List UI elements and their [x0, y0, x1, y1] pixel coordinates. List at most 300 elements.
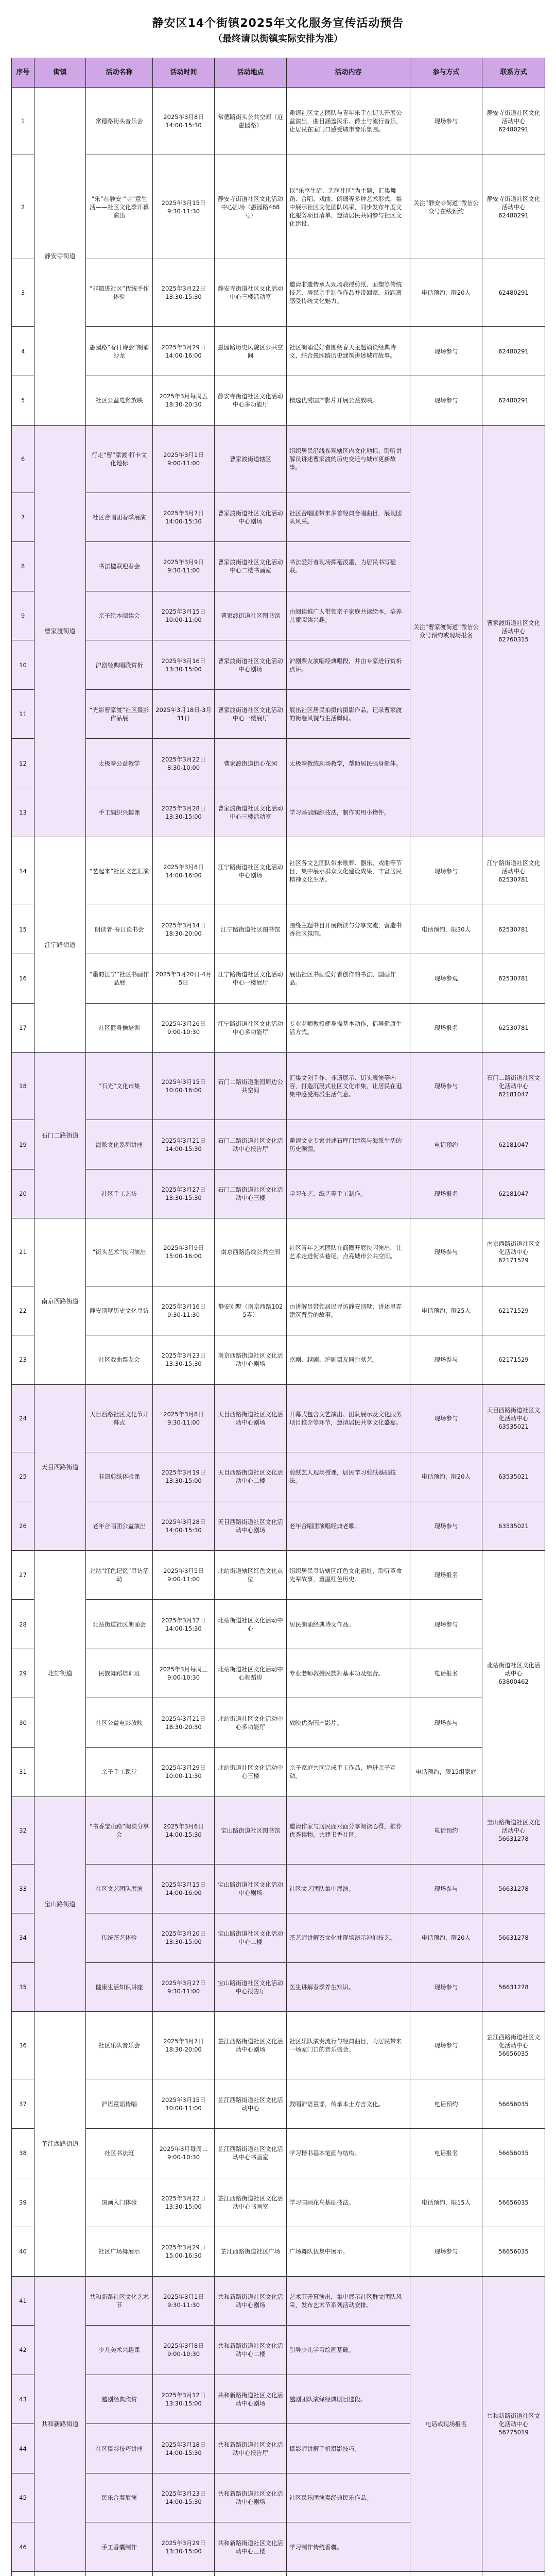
activity-name: 社区手工艺坊 [86, 1169, 153, 1218]
activity-place: 石门二路街道社区文化活动中心报告厅 [215, 1120, 287, 1170]
contact-info: 北站街道社区文化活动中心 63800462 [482, 1550, 545, 1797]
activity-place: 北站街道社区文化活动中心 [215, 1600, 287, 1649]
header-row [12, 58, 545, 88]
table-row [12, 88, 545, 155]
activity-place: 曹家渡街道辖区 [215, 425, 287, 493]
row-number: 21 [12, 1218, 34, 1286]
activity-name: 老年合唱团公益演出 [86, 1501, 153, 1551]
activity-content: 展出社区书画爱好者创作的书法、国画作品。 [287, 954, 410, 1004]
table-row [12, 1962, 545, 2012]
signup-method: 电话预约 [410, 1797, 482, 1864]
contact-info: 静安寺街道社区文化活动中心 62480291 [482, 88, 545, 155]
table-row [12, 1797, 545, 1864]
activity-name: 社区戏曲票友会 [86, 1335, 153, 1385]
contact-info: 62530781 [482, 905, 545, 954]
activity-place: 江宁路街道社区图书馆 [215, 905, 287, 954]
contact-info [482, 2571, 545, 2576]
activity-name: 社区健身操培训 [86, 1003, 153, 1053]
activity-time: 2025年3月29日 13:30-15:00 [153, 2522, 215, 2572]
activity-content: 书法爱好者现场挥毫泼墨，为居民书写楹联。 [287, 542, 410, 591]
signup-method: 电话报名 [410, 1649, 482, 1698]
activity-time: 2025年3月18日-3月31日 [153, 689, 215, 739]
table-row [12, 1698, 545, 1748]
row-number: 33 [12, 1864, 34, 1913]
activity-time: 2025年3月27日 13:30-15:30 [153, 1169, 215, 1218]
activity-place: 芷江西路街道社区文化活动中心 [215, 2079, 287, 2129]
activity-name: “墨韵江宁”社区书画作品展 [86, 954, 153, 1004]
row-number: 38 [12, 2128, 34, 2178]
activity-place: 江宁路街道社区文化活动中心剧场 [215, 837, 287, 905]
row-number: 31 [12, 1748, 34, 1797]
district-name: 石门二路街道 [34, 1053, 86, 1218]
activity-place: 南京西路街道社区文化活动中心剧场 [215, 1335, 287, 1385]
row-number: 32 [12, 1797, 34, 1864]
row-number: 15 [12, 905, 34, 954]
row-number: 41 [12, 2276, 34, 2326]
row-number: 36 [12, 2012, 34, 2079]
activity-name: 社区乐队音乐会 [86, 2012, 153, 2079]
table-row [12, 1169, 545, 1218]
activity-content: 学习基础编织技法，制作实用小物件。 [287, 788, 410, 837]
contact-info: 56656035 [482, 2128, 545, 2178]
activity-place: 北站街道社区文化活动中心三楼 [215, 1748, 287, 1797]
activity-name: 沪剧经典唱段赏析 [86, 640, 153, 690]
activity-time: 2025年3月1日 9:00-11:00 [153, 425, 215, 493]
contact-info: 62480291 [482, 376, 545, 425]
title-block [0, 15, 556, 46]
contact-info: 静安寺街道社区文化活动中心 62480291 [482, 155, 545, 259]
contact-info: 曹家渡街道社区文化活动中心 62760315 [482, 425, 545, 837]
activity-time: 2025年3月15日 9:30-11:30 [153, 155, 215, 259]
row-number: 7 [12, 493, 34, 542]
activity-time: 2025年3月27日 9:30-11:00 [153, 1962, 215, 2012]
contact-info: 宝山路街道社区文化活动中心 56631278 [482, 1797, 545, 1864]
activity-content: 围绕主题书目开展朗读与分享交流，营造书香社区氛围。 [287, 905, 410, 954]
row-number: 12 [12, 739, 34, 788]
row-number: 37 [12, 2079, 34, 2129]
activity-content: 组织居民寻访辖区红色文化遗址，聆听革命先辈故事，重温红色历史。 [287, 1550, 410, 1600]
activity-time: 2025年3月6日 14:00-15:30 [153, 1797, 215, 1864]
activity-name: 书法楹联迎春会 [86, 542, 153, 591]
table-row [12, 1384, 545, 1452]
activity-time: 2025年3月21日 18:30-20:30 [153, 1698, 215, 1748]
activity-name: 国画入门体验 [86, 2178, 153, 2227]
activity-time: 2025年3月22日 13:30-15:00 [153, 2178, 215, 2227]
activity-place: 曹家渡街道社区图书馆 [215, 591, 287, 640]
activity-name: 沪语童谣传唱 [86, 2079, 153, 2129]
activity-content: 引导少儿学习绘画基础。 [287, 2326, 410, 2375]
signup-method: 现场参观 [410, 954, 482, 1004]
row-number: 16 [12, 954, 34, 1004]
table-row [12, 837, 545, 905]
activity-place: 愚园路历史风貌区公共空间 [215, 327, 287, 376]
signup-method: 现场参与 [410, 2012, 482, 2079]
contact-info: 56631278 [482, 1864, 545, 1913]
activity-time: 2025年3月8日 14:00-15:30 [153, 88, 215, 155]
row-number: 29 [12, 1649, 34, 1698]
activity-content: 开幕式包含文艺演出、团队展示及文化服务项目推介等环节，邀请居民共享文化盛宴。 [287, 1384, 410, 1452]
district-name: 南京西路街道 [34, 1218, 86, 1384]
activity-time: 2025年3月23日 13:30-15:30 [153, 1335, 215, 1385]
signup-method: 现场参与 [410, 376, 482, 425]
contact-info: 63535021 [482, 1452, 545, 1501]
signup-method: 现场报名 [410, 1550, 482, 1600]
row-number: 9 [12, 591, 34, 640]
signup-method: 电话预约，限30人 [410, 905, 482, 954]
activity-content: 社区各文艺团队带来歌舞、器乐、戏曲等节目，集中展示群众文化建设成果，丰富居民精神文化生活。 [287, 837, 410, 905]
activity-time: 2025年3月8日 14:00-16:00 [153, 837, 215, 905]
contact-info: 南京西路街道社区文化活动中心 62171529 [482, 1218, 545, 1286]
activity-time: 2025年3月19日 13:30-15:00 [153, 1452, 215, 1501]
activity-place: 共和新路街道社区文化活动中心三楼 [215, 2522, 287, 2572]
table-row [12, 1286, 545, 1335]
activity-time: 2025年3月26日 9:00-10:30 [153, 1003, 215, 1053]
signup-method: 关注“静安寺街道”微信公众号在线预约 [410, 155, 482, 259]
table-row [12, 1120, 545, 1170]
activity-name: 少儿美术兴趣课 [86, 2326, 153, 2375]
activity-place: 天目西路街道社区文化活动中心剧场 [215, 1501, 287, 1551]
activity-place: 共和新路街道社区文化活动中心剧场 [215, 2375, 287, 2424]
signup-method: 现场参与 [410, 1053, 482, 1120]
table-row [12, 1218, 545, 1286]
signup-method: 现场参与 [410, 1384, 482, 1452]
table-row [12, 327, 545, 376]
row-number: 43 [12, 2375, 34, 2424]
activity-time [153, 2571, 215, 2576]
row-number: 34 [12, 1913, 34, 1963]
row-number: 6 [12, 425, 34, 493]
activity-content: 组织居民沿线参观辖区内文化地标，聆听讲解员讲述曹家渡的历史变迁与城市更新故事。 [287, 425, 410, 493]
table-row [12, 155, 545, 259]
activity-place: 石门二路街道张园周边公共空间 [215, 1053, 287, 1120]
activity-name: 静安别墅历史文化寻访 [86, 1286, 153, 1335]
signup-method: 现场参与 [410, 1600, 482, 1649]
activity-name: 常德路街头音乐会 [86, 88, 153, 155]
activity-name: 传统茶艺体验 [86, 1913, 153, 1963]
table-row [12, 1600, 545, 1649]
row-number: 19 [12, 1120, 34, 1170]
activity-content: 沪剧票友演唱经典唱段，并由专家进行赏析点评。 [287, 640, 410, 690]
column-header: 参与方式 [410, 58, 482, 88]
activity-place [215, 2571, 287, 2576]
table-row [12, 425, 545, 493]
activity-content: 社区文艺团队集中展演。 [287, 1864, 410, 1913]
activity-name: 社区合唱团春季展演 [86, 493, 153, 542]
row-number: 27 [12, 1550, 34, 1600]
table-row [12, 376, 545, 425]
activity-name: 行走“曹”家渡·打卡文化地标 [86, 425, 153, 493]
activity-name: 共和新路社区文化艺术节 [86, 2276, 153, 2326]
contact-info: 芷江西路街道社区文化活动中心 56656035 [482, 2012, 545, 2079]
table-row [12, 2227, 545, 2277]
activity-content: 剪纸艺人现场授课，居民学习剪纸基础技法。 [287, 1452, 410, 1501]
contact-info: 石门二路街道社区文化活动中心 62181047 [482, 1053, 545, 1120]
signup-method: 电话报名 [410, 2128, 482, 2178]
activity-place: 宝山路街道社区文化活动中心剧场 [215, 1864, 287, 1913]
activity-content: 邀请非遗传承人现场教授剪纸、面塑等传统技艺，居民亲手制作作品并带回家，近距离感受传统文化魅力。 [287, 259, 410, 327]
activity-time: 2025年3月29日 15:00-16:30 [153, 2227, 215, 2277]
activity-name: 北站街道社区朗诵会 [86, 1600, 153, 1649]
signup-method: 现场参与 [410, 1501, 482, 1551]
activity-content: 越剧团队演绎经典剧目选段。 [287, 2375, 410, 2424]
row-number: 4 [12, 327, 34, 376]
activity-time: 2025年3月7日 14:00-15:30 [153, 493, 215, 542]
activity-name: 越剧经典欣赏 [86, 2375, 153, 2424]
activity-place: 北站街道社区文化活动中心舞蹈房 [215, 1649, 287, 1698]
activity-content: 艺术节开幕演出，集中展示社区群文团队风采，发布艺术节系列活动安排。 [287, 2276, 410, 2326]
district-name: 北站街道 [34, 1550, 86, 1797]
activity-place: 静安寺街道社区文化活动中心三楼活动室 [215, 259, 287, 327]
table-row [12, 2079, 545, 2129]
district-name: 天目西路街道 [34, 1384, 86, 1550]
contact-info: 56631278 [482, 1913, 545, 1963]
activity-time: 2025年3月9日 9:30-11:00 [153, 542, 215, 591]
row-number: 2 [12, 155, 34, 259]
table-row [12, 259, 545, 327]
activity-content: 学习布艺、纸艺等手工制作。 [287, 1169, 410, 1218]
activity-place: 北站街道辖区红色文化点位 [215, 1550, 287, 1600]
contact-info: 62171529 [482, 1286, 545, 1335]
activity-content: 专业老师教授民族舞基本功及组合。 [287, 1649, 410, 1698]
activity-place: 江宁路街道社区文化活动中心一楼展厅 [215, 954, 287, 1004]
contact-info: 62530781 [482, 954, 545, 1004]
activity-place: 共和新路街道社区文化活动中心二楼 [215, 2326, 287, 2375]
activity-place: 北站街道社区文化活动中心多功能厅 [215, 1698, 287, 1748]
signup-method: 现场参与 [410, 327, 482, 376]
activity-place: 芷江西路街道社区文化活动中心书画室 [215, 2128, 287, 2178]
activity-place: 曹家渡街道社区文化活动中心剧场 [215, 493, 287, 542]
activity-time: 2025年3月7日 18:30-20:00 [153, 2012, 215, 2079]
activity-name: 民乐合奏展演 [86, 2473, 153, 2522]
activity-time: 2025年3月20日-4月5日 [153, 954, 215, 1004]
activity-place: 曹家渡街道街心花园 [215, 739, 287, 788]
activity-time: 2025年3月29日 10:00-11:30 [153, 1748, 215, 1797]
activity-time: 2025年3月21日 14:00-15:30 [153, 1120, 215, 1170]
activity-place: 静安别墅（南京西路1025弄） [215, 1286, 287, 1335]
activity-place: 曹家渡街道社区文化活动中心一楼展厅 [215, 689, 287, 739]
activity-time: 2025年3月每周三 9:00-10:30 [153, 1649, 215, 1698]
table-row [12, 1501, 545, 1551]
row-number: 20 [12, 1169, 34, 1218]
contact-info: 56656035 [482, 2227, 545, 2277]
contact-info: 62181047 [482, 1120, 545, 1170]
table-row [12, 1003, 545, 1053]
activity-content: 京剧、越剧、沪剧票友同台献艺。 [287, 1335, 410, 1385]
contact-info: 56656035 [482, 2178, 545, 2227]
column-header: 活动内容 [287, 58, 410, 88]
activity-time: 2025年3月22日 8:30-10:00 [153, 739, 215, 788]
activity-content: 茶艺师讲解茶文化并现场演示冲泡技艺。 [287, 1913, 410, 1963]
signup-method: 现场参与 [410, 1962, 482, 2012]
column-header: 序号 [12, 58, 34, 88]
row-number: 25 [12, 1452, 34, 1501]
district-name: 共和新路街道 [34, 2276, 86, 2571]
activity-time: 2025年3月23日 14:00-15:30 [153, 2473, 215, 2522]
row-number: 10 [12, 640, 34, 690]
activity-content: 广场舞队伍集中展示。 [287, 2227, 410, 2277]
signup-method: 关注“曹家渡街道”微信公众号预约或现场报名 [410, 425, 482, 837]
signup-method: 电话预约，限25人 [410, 1286, 482, 1335]
activity-time: 2025年3月28日 14:00-15:30 [153, 1501, 215, 1551]
column-header: 街镇 [34, 58, 86, 88]
activity-content: 老年合唱团演唱经典老歌。 [287, 1501, 410, 1551]
activity-name: 手工香囊制作 [86, 2522, 153, 2572]
activity-content: 邀请社区文艺团队与青年乐手在街头开展公益演出，曲目涵盖民乐、爵士与流行音乐，让居民在家门口感受城市音乐氛围。 [287, 88, 410, 155]
activity-time: 2025年3月15日 10:00-11:00 [153, 591, 215, 640]
row-number: 26 [12, 1501, 34, 1551]
activity-content: 以“乐享生活、艺润社区”为主题，汇集舞蹈、合唱、戏曲、朗诵等多种艺术形式，集中展示社区文化团队风采，同步发布年度文化服务项目清单，邀请居民共同参与社区文化建设。 [287, 155, 410, 259]
row-number: 28 [12, 1600, 34, 1649]
activity-name: 社区文艺团队展演 [86, 1864, 153, 1913]
row-number: 18 [12, 1053, 34, 1120]
activity-name: 太极拳公益教学 [86, 739, 153, 788]
activity-time: 2025年3月16日 13:30-15:00 [153, 640, 215, 690]
table-row [12, 1550, 545, 1600]
row-number: 35 [12, 1962, 34, 2012]
activity-content: 医生讲解春季养生知识。 [287, 1962, 410, 2012]
signup-method: 现场参与 [410, 1864, 482, 1913]
table-body [12, 88, 545, 2576]
contact-info: 62480291 [482, 259, 545, 327]
activity-time: 2025年3月14日 18:30-20:00 [153, 905, 215, 954]
activity-name: 天目西路社区文化节开幕式 [86, 1384, 153, 1452]
contact-info: 江宁路街道社区文化活动中心 62530781 [482, 837, 545, 905]
district-name: 江宁路街道 [34, 837, 86, 1053]
signup-method: 现场参与 [410, 1218, 482, 1286]
row-number: 42 [12, 2326, 34, 2375]
activity-content: 邀请作家与居民面对面分享阅读心得，推荐优秀读物，共建书香社区。 [287, 1797, 410, 1864]
row-number: 23 [12, 1335, 34, 1385]
signup-method: 现场参与 [410, 837, 482, 905]
activity-name: 朗读者·春日读书会 [86, 905, 153, 954]
table-row [12, 954, 545, 1004]
activity-name [86, 2571, 153, 2576]
row-number: 1 [12, 88, 34, 155]
signup-method: 电话预约 [410, 1120, 482, 1170]
row-number: 39 [12, 2178, 34, 2227]
activity-place: 共和新路街道社区文化活动中心剧场 [215, 2473, 287, 2522]
row-number: 8 [12, 542, 34, 591]
row-number: 45 [12, 2473, 34, 2522]
column-header: 联系方式 [482, 58, 545, 88]
activity-name: 民族舞蹈培训班 [86, 1649, 153, 1698]
column-header: 活动地点 [215, 58, 287, 88]
activity-name: 社区摄影技巧讲座 [86, 2424, 153, 2473]
row-number: 22 [12, 1286, 34, 1335]
activity-name: “艺起来”社区文艺汇演 [86, 837, 153, 905]
activity-content: 学习楷书基本笔画与结构。 [287, 2128, 410, 2178]
district-name: 曹家渡街道 [34, 425, 86, 837]
activity-place: 宝山路街道社区文化活动中心报告厅 [215, 1962, 287, 2012]
activity-name: 亲子手工课堂 [86, 1748, 153, 1797]
activity-name: 健康生活知识讲座 [86, 1962, 153, 2012]
row-number: 14 [12, 837, 34, 905]
activity-time: 2025年3月20日 13:30-15:00 [153, 1913, 215, 1963]
activity-name: 愚园路“春日诗会”朗诵沙龙 [86, 327, 153, 376]
activity-time: 2025年3月22日 13:30-15:30 [153, 259, 215, 327]
signup-method: 现场参与 [410, 88, 482, 155]
activity-content: 社区青年艺术团队在商圈开展快闪演出，让艺术走进街头巷尾，点亮城市公共空间。 [287, 1218, 410, 1286]
activity-time: 2025年3月每周五 18:30-20:30 [153, 376, 215, 425]
activity-name: 社区书法班 [86, 2128, 153, 2178]
page-subtitle: （最终请以街镇实际安排为准） [213, 33, 343, 44]
activity-name: “书香宝山路”阅读分享会 [86, 1797, 153, 1864]
activity-place: 共和新路街道社区文化活动中心剧场 [215, 2276, 287, 2326]
activity-time: 2025年3月29日 14:00-16:00 [153, 327, 215, 376]
contact-info: 62181047 [482, 1169, 545, 1218]
row-number [12, 2571, 34, 2576]
contact-info: 63535021 [482, 1501, 545, 1551]
contact-info: 62171529 [482, 1335, 545, 1385]
activity-content: 精选优秀国产影片开展公益放映。 [287, 376, 410, 425]
row-number: 17 [12, 1003, 34, 1053]
activity-name: “石光”文化市集 [86, 1053, 153, 1120]
activity-time: 2025年3月15日 10:00-16:00 [153, 1053, 215, 1120]
district-name [34, 2571, 86, 2576]
activity-place: 共和新路街道社区文化活动中心报告厅 [215, 2424, 287, 2473]
signup-method: 现场参与 [410, 1335, 482, 1385]
row-number: 46 [12, 2522, 34, 2572]
activity-time: 2025年3月12日 14:00-15:30 [153, 1600, 215, 1649]
activity-place: 常德路街头公共空间（近愚园路） [215, 88, 287, 155]
signup-method: 电话预约，限20人 [410, 1913, 482, 1963]
table-row [12, 1913, 545, 1963]
signup-method: 电话预约，限15人 [410, 2178, 482, 2227]
activity-place: 宝山路街道社区文化活动中心二楼 [215, 1913, 287, 1963]
activity-content: 教唱沪语童谣，传承本土方言文化。 [287, 2079, 410, 2129]
activity-time: 2025年3月16日 9:30-11:30 [153, 1286, 215, 1335]
table-row [12, 2128, 545, 2178]
table-row [12, 2276, 545, 2326]
activity-name: 北站“红色记忆”寻访活动 [86, 1550, 153, 1600]
activity-content: 社区朗诵爱好者围绕春天主题诵读经典诗文，结合愚园路历史建筑讲述城市故事。 [287, 327, 410, 376]
activity-place: 曹家渡街道社区文化活动中心二楼书画室 [215, 542, 287, 591]
activity-table [11, 58, 545, 2576]
contact-info: 共和新路街道社区文化活动中心 56775019 [482, 2276, 545, 2571]
table-row [12, 1452, 545, 1501]
signup-method: 电话预约，限20人 [410, 259, 482, 327]
activity-name: 海派文化系列讲座 [86, 1120, 153, 1170]
signup-method: 现场参与 [410, 1698, 482, 1748]
activity-content: 放映优秀国产影片。 [287, 1698, 410, 1748]
activity-content [287, 2571, 410, 2576]
activity-place: 静安寺街道社区文化活动中心多功能厅 [215, 376, 287, 425]
activity-time: 2025年3月15日 14:00-16:00 [153, 1864, 215, 1913]
activity-content: 居民朗诵经典诗文作品。 [287, 1600, 410, 1649]
signup-method: 电话或现场报名 [410, 2276, 482, 2571]
table-row [12, 1053, 545, 1120]
page-title: 静安区14个街镇2025年文化服务宣传活动预告 [152, 17, 404, 30]
row-number: 24 [12, 1384, 34, 1452]
table-header [12, 58, 545, 88]
activity-time: 2025年3月28日 13:30-15:00 [153, 788, 215, 837]
contact-info: 62530781 [482, 1003, 545, 1053]
activity-content: 专业老师教授健身操基本动作，倡导健康生活方式。 [287, 1003, 410, 1053]
activity-content: 摄影师讲解手机摄影技巧。 [287, 2424, 410, 2473]
activity-name: 手工编织兴趣课 [86, 788, 153, 837]
table-row [12, 1748, 545, 1797]
activity-time: 2025年3月5日 9:00-11:00 [153, 1550, 215, 1600]
activity-time: 2025年3月15日 10:00-11:00 [153, 2079, 215, 2129]
table-row [12, 2571, 545, 2576]
signup-method: 现场报名 [410, 1169, 482, 1218]
table-row [12, 1864, 545, 1913]
activity-place: 芷江西路街道社区文化活动中心书画室 [215, 2178, 287, 2227]
activity-time: 2025年3月12日 13:30-15:00 [153, 2375, 215, 2424]
row-number: 30 [12, 1698, 34, 1748]
signup-method: 现场参与 [410, 2227, 482, 2277]
activity-time: 2025年3月每周二 9:00-10:30 [153, 2128, 215, 2178]
